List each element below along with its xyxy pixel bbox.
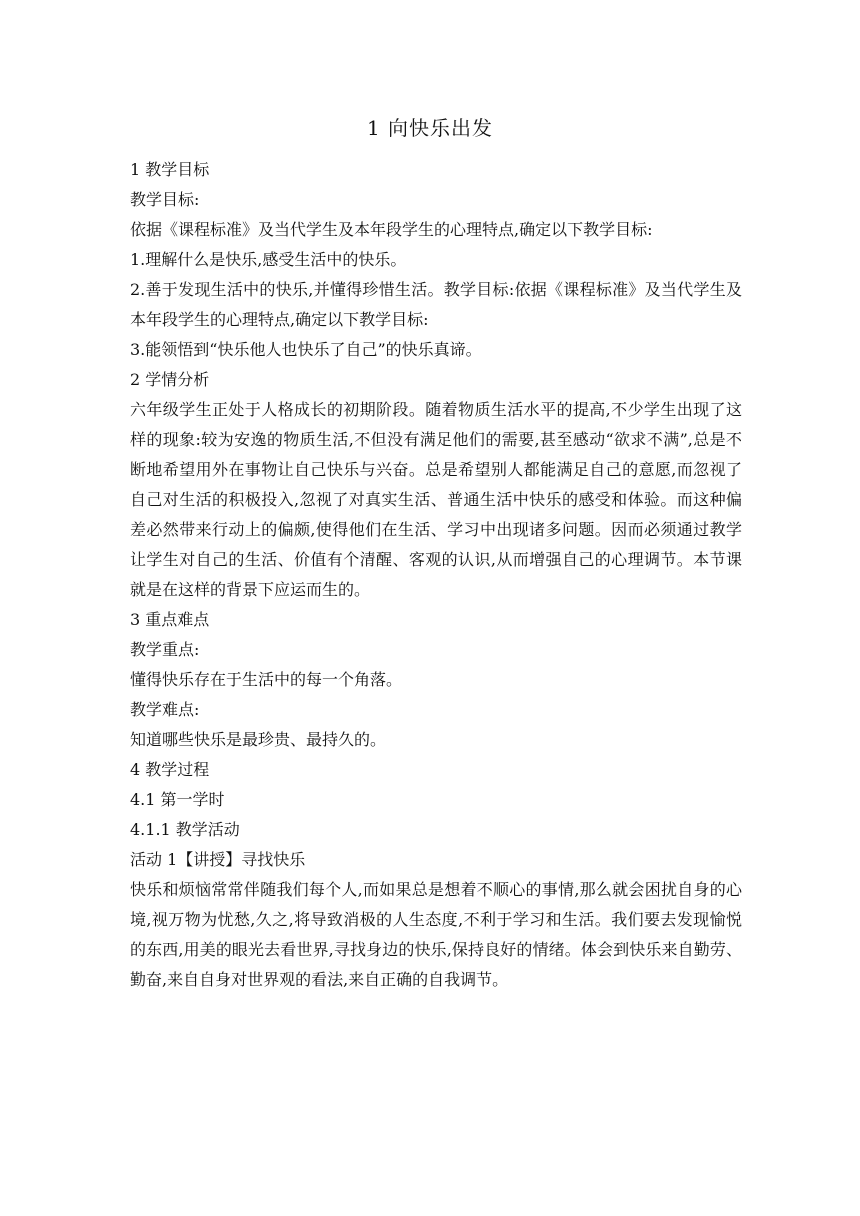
document-body bbox=[130, 155, 742, 995]
paragraph: 六年级学生正处于人格成长的初期阶段。随着物质生活水平的提高,不少学生出现了这样的现象:较为安逸的物质生活,不但没有满足他们的需要,甚至感动“欲求不满”,总是不断地希望用外在事物让自己快乐与兴奋。总是希望别人都能满足自己的意愿,而忽视了自己对生活的积极投入,忽视了对真实生活、普通生活中快乐的感受和体验。而这种偏差必然带来行动上的偏颇,使得他们在生活、学习中出现诸多问题。因而必须通过教学让学生对自己的生活、价值有个清醒、客观的认识,从而增强自己的心理调节。本节课就是在这样的背景下应运而生的。 bbox=[130, 400, 742, 599]
paragraph: 快乐和烦恼常常伴随我们每个人,而如果总是想着不顺心的事情,那么就会困扰自身的心境,视万物为忧愁,久之,将导致消极的人生态度,不利于学习和生活。我们要去发现愉悦的东西,用美的眼光去看世界,寻找身边的快乐,保持良好的情绪。体会到快乐来自勤劳、勤奋,来自自身对世界观的看法,来自正确的自我调节。 bbox=[130, 880, 742, 989]
section-heading: 3 重点难点 bbox=[130, 610, 210, 629]
section-heading: 4 教学过程 bbox=[130, 760, 210, 779]
document-title: 1 向快乐出发 bbox=[366, 116, 494, 140]
text-line: 活动 1【讲授】寻找快乐 bbox=[130, 850, 306, 869]
paragraph: 2.善于发现生活中的快乐,并懂得珍惜生活。教学目标:依据《课程标准》及当代学生及本年段学生的心理特点,确定以下教学目标: bbox=[130, 280, 742, 329]
text-line: 依据《课程标准》及当代学生及本年段学生的心理特点,确定以下教学目标: bbox=[130, 220, 653, 239]
text-line: 4.1 第一学时 bbox=[130, 790, 225, 809]
text-line: 1.理解什么是快乐,感受生活中的快乐。 bbox=[130, 250, 407, 269]
text-line: 教学重点: bbox=[130, 640, 200, 659]
text-line: 4.1.1 教学活动 bbox=[130, 820, 240, 839]
text-line: 教学难点: bbox=[130, 700, 200, 719]
text-line: 教学目标: bbox=[130, 190, 200, 209]
section-heading: 2 学情分析 bbox=[130, 370, 210, 389]
text-line: 3.能领悟到“快乐他人也快乐了自己”的快乐真谛。 bbox=[130, 340, 482, 359]
section-heading: 1 教学目标 bbox=[130, 160, 210, 179]
text-line: 懂得快乐存在于生活中的每一个角落。 bbox=[130, 670, 403, 689]
text-line: 知道哪些快乐是最珍贵、最持久的。 bbox=[130, 730, 387, 749]
